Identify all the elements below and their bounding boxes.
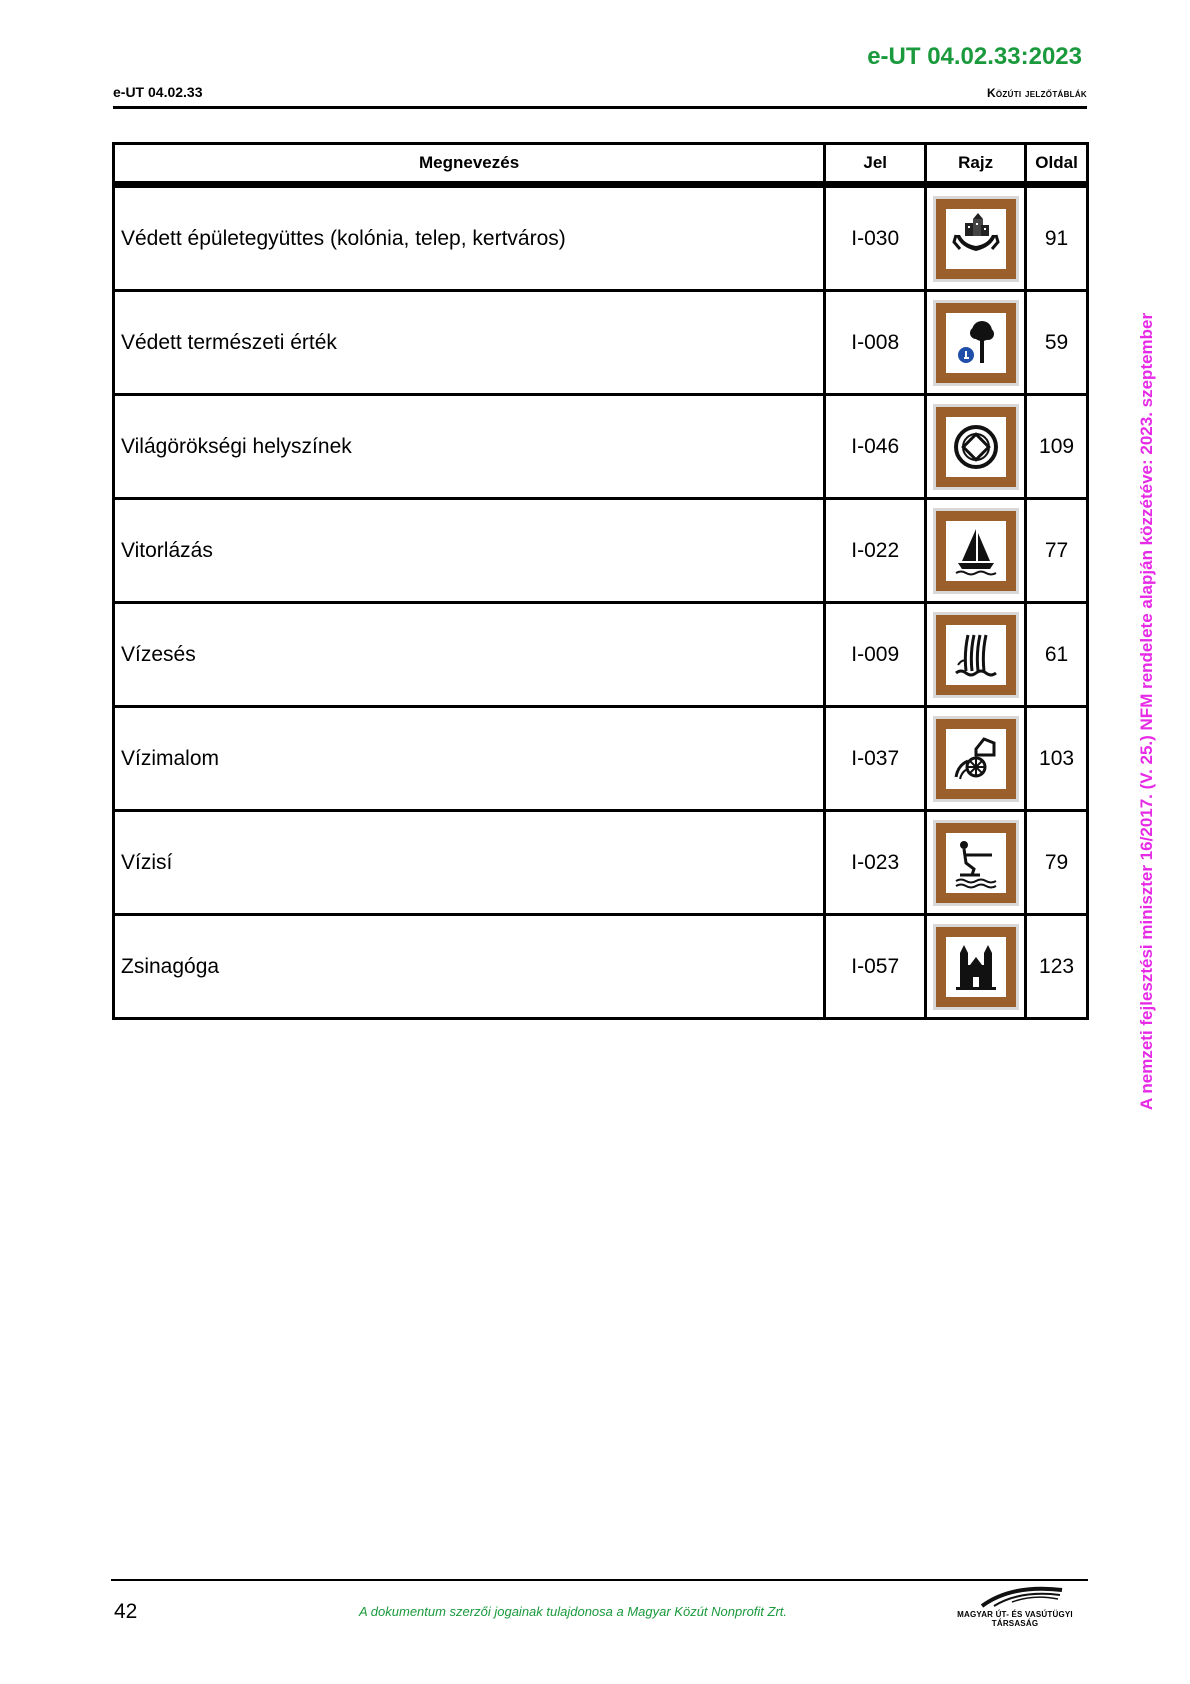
sign-page: 61 [1026, 603, 1088, 707]
table-row [114, 603, 1088, 707]
waterfall-icon [933, 612, 1019, 698]
sign-name: Vízimalom [114, 707, 825, 811]
column-header-drawing: Rajz [926, 144, 1026, 185]
table-row [114, 499, 1088, 603]
association-logo [942, 1582, 1088, 1628]
signs-table [112, 142, 1089, 1020]
table-row [114, 185, 1088, 291]
sign-name: Vitorlázás [114, 499, 825, 603]
sign-code: I-009 [825, 603, 926, 707]
table-row [114, 811, 1088, 915]
sign-drawing [926, 185, 1026, 291]
water-ski-icon [933, 820, 1019, 906]
road-swoosh-icon [942, 1582, 1088, 1608]
page-number: 42 [114, 1600, 138, 1623]
sign-name: Vízesés [114, 603, 825, 707]
sign-drawing [926, 291, 1026, 395]
sailing-icon [933, 508, 1019, 594]
table-header-row [114, 144, 1088, 185]
sign-name: Zsinagóga [114, 915, 825, 1019]
sign-drawing [926, 395, 1026, 499]
sign-drawing [926, 499, 1026, 603]
footer-divider [111, 1579, 1088, 1581]
sign-name: Védett épületegyüttes (kolónia, telep, kertváros) [114, 185, 825, 291]
sign-name: Vízisí [114, 811, 825, 915]
sign-page: 59 [1026, 291, 1088, 395]
publication-note: A nemzeti fejlesztési miniszter 16/2017. (V. 25.) NFM rendelete alapján közzétéve: 2023. szeptember [1137, 312, 1156, 1110]
protected-nature-icon [933, 300, 1019, 386]
table-row [114, 915, 1088, 1019]
running-header [113, 84, 1087, 109]
sign-drawing [926, 915, 1026, 1019]
sign-code: I-057 [825, 915, 926, 1019]
running-header-standard: e-UT 04.02.33 [113, 84, 203, 100]
sign-page: 77 [1026, 499, 1088, 603]
sign-code: I-022 [825, 499, 926, 603]
sign-code: I-037 [825, 707, 926, 811]
sign-name: Védett természeti érték [114, 291, 825, 395]
sign-code: I-046 [825, 395, 926, 499]
table-row [114, 707, 1088, 811]
sign-page: 109 [1026, 395, 1088, 499]
table-row [114, 291, 1088, 395]
protected-buildings-icon [933, 196, 1019, 282]
running-header-title: Közúti jelzőtáblák [986, 86, 1087, 100]
document-code: e-UT 04.02.33:2023 [867, 43, 1082, 70]
sign-code: I-023 [825, 811, 926, 915]
sign-page: 103 [1026, 707, 1088, 811]
sign-drawing [926, 603, 1026, 707]
sign-page: 91 [1026, 185, 1088, 291]
world-heritage-icon [933, 404, 1019, 490]
table-row [114, 395, 1088, 499]
sign-code: I-008 [825, 291, 926, 395]
sign-page: 123 [1026, 915, 1088, 1019]
sign-name: Világörökségi helyszínek [114, 395, 825, 499]
sign-drawing [926, 707, 1026, 811]
watermill-icon [933, 716, 1019, 802]
column-header-code: Jel [825, 144, 926, 185]
column-header-name: Megnevezés [114, 144, 825, 185]
synagogue-icon [933, 924, 1019, 1010]
column-header-page: Oldal [1026, 144, 1088, 185]
sign-page: 79 [1026, 811, 1088, 915]
copyright-notice: A dokumentum szerzői jogainak tulajdonosa a Magyar Közút Nonprofit Zrt. [359, 1604, 788, 1619]
sign-code: I-030 [825, 185, 926, 291]
sign-drawing [926, 811, 1026, 915]
logo-text: MAGYAR ÚT- ÉS VASÚTÜGYI TÁRSASÁG [957, 1610, 1073, 1628]
